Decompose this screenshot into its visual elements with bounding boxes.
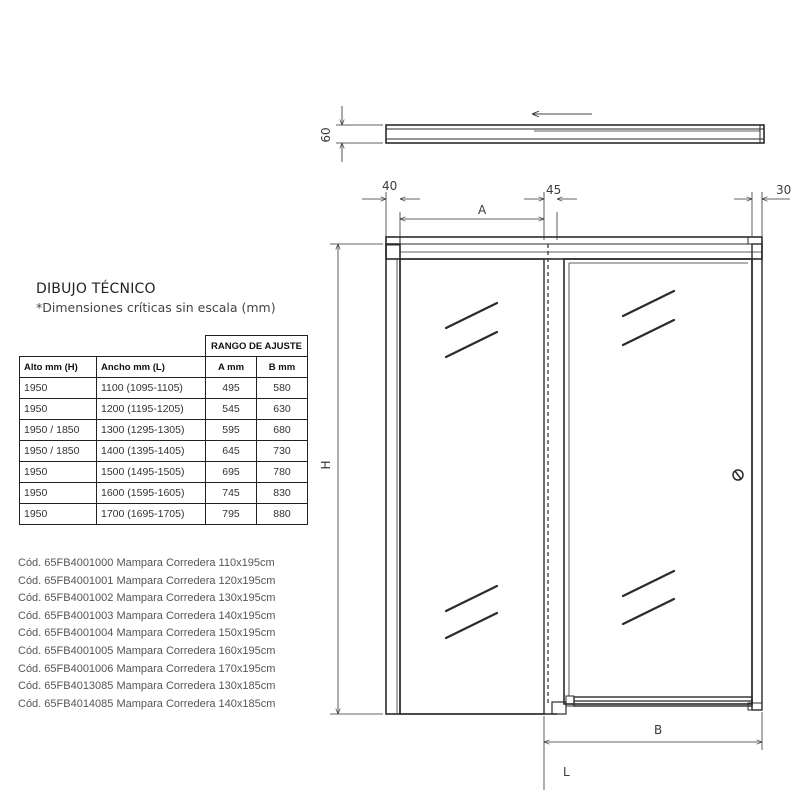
column-header-b: B mm — [257, 357, 308, 378]
list-item: Cód. 65FB4001005 Mampara Corredera 160x195cm — [18, 644, 276, 657]
list-item: Cód. 65FB4001002 Mampara Corredera 130x195cm — [18, 592, 276, 605]
list-item: Cód. 65FB4001006 Mampara Corredera 170x195cm — [18, 662, 276, 675]
adjustment-range-header: RANGO DE AJUSTE — [206, 336, 308, 357]
table-row: 1950 1500 (1495-1505) 695 780 — [20, 462, 308, 483]
dim-45-label: 45 — [546, 183, 562, 197]
top-profile-view — [336, 106, 764, 162]
table-row: 1950 1600 (1595-1605) 745 830 — [20, 483, 308, 504]
bottom-dimensions — [544, 712, 762, 790]
dim-a-label: A — [478, 203, 487, 217]
dim-60-label: 60 — [319, 127, 333, 143]
list-item: Cód. 65FB4001003 Mampara Corredera 140x195cm — [18, 609, 276, 622]
column-header-width: Ancho mm (L) — [97, 357, 206, 378]
dim-30-label: 30 — [776, 183, 792, 197]
table-row: 1950 / 1850 1300 (1295-1305) 595 680 — [20, 420, 308, 441]
list-item: Cód. 65FB4013085 Mampara Corredera 130x185cm — [18, 680, 276, 693]
table-group-header-row — [20, 336, 308, 357]
column-header-a: A mm — [206, 357, 257, 378]
table-row: 1950 1700 (1695-1705) 795 880 — [20, 504, 308, 525]
dim-40-label: 40 — [382, 179, 398, 193]
front-elevation — [386, 237, 762, 714]
list-item: Cód. 65FB4001000 Mampara Corredera 110x195cm — [18, 557, 275, 569]
height-dimension — [330, 244, 383, 714]
column-header-height: Alto mm (H) — [20, 357, 97, 378]
drawing-title: DIBUJO TÉCNICO — [36, 281, 156, 297]
table-header-row — [20, 357, 308, 378]
list-item: Cód. 65FB4001001 Mampara Corredera 120x195cm — [18, 574, 276, 587]
table-row: 1950 / 1850 1400 (1395-1405) 645 730 — [20, 441, 308, 462]
dim-l-label: L — [563, 765, 570, 779]
table-row: 1950 1100 (1095-1105) 495 580 — [20, 378, 308, 399]
list-item: Cód. 65FB4014085 Mampara Corredera 140x185cm — [18, 697, 276, 710]
product-code-list — [18, 555, 275, 713]
top-dimensions — [362, 192, 790, 240]
list-item: Cód. 65FB4001004 Mampara Corredera 150x195cm — [18, 627, 276, 640]
table-row: 1950 1200 (1195-1205) 545 630 — [20, 399, 308, 420]
door-handle-icon — [733, 470, 743, 480]
dim-b-label: B — [654, 723, 663, 737]
glass-reflection-marks — [446, 291, 674, 638]
dim-h-label: H — [319, 460, 333, 470]
dimensions-table — [19, 335, 308, 525]
drawing-subtitle: *Dimensiones críticas sin escala (mm) — [36, 300, 276, 315]
